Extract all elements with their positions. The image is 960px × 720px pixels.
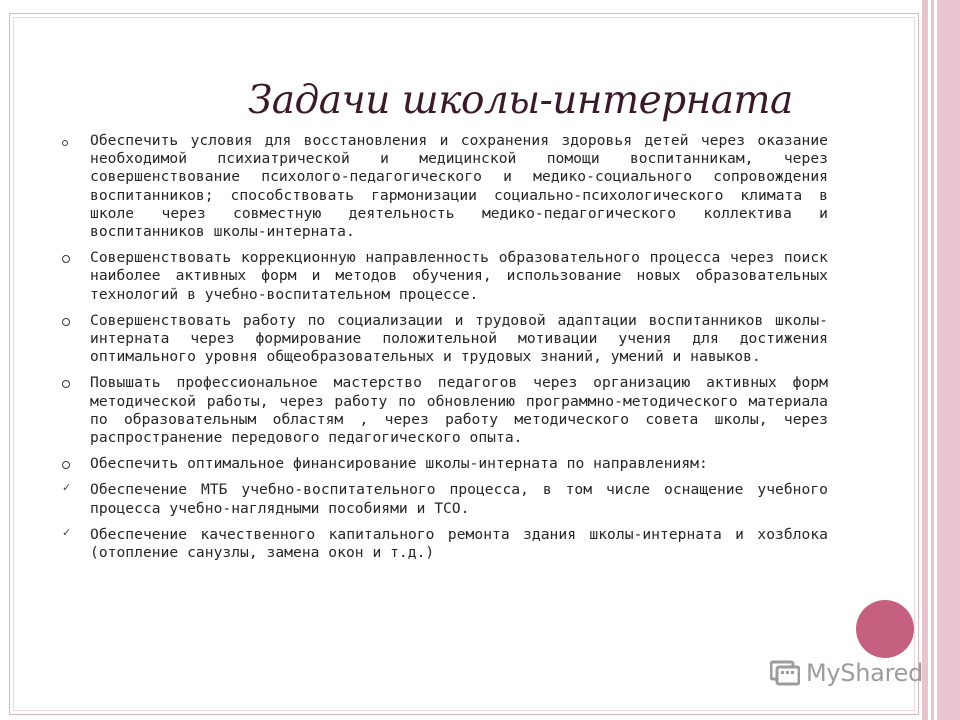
list-item-text: Повышать профессиональное мастерство педагогов через организацию активных форм методической работы, через работу по обновлению программно-методического материала по образовательным областям , через работу методического совета школы, через распространение передового педагогического опыта. <box>90 374 828 447</box>
checkmark-icon: ✓ <box>62 525 72 539</box>
decorative-stripe <box>922 0 928 720</box>
list-item-text: Обеспечить условия для восстановления и сохранения здоровья детей через оказание необходимой психиатрической и медицинской помощи воспитанникам, через совершенствование психолого-педагогического и медико-социального сопровождения воспитанников; способствовать гармонизации социально-психологического климата в школе через совместную деятельность медико-педагогического коллектива и воспитанников школы-интерната. <box>90 132 828 241</box>
list-item <box>62 481 828 517</box>
list-item-text: Совершенствовать коррекционную направленность образовательного процесса через поиск наиболее активных форм и методов обучения, использование новых образовательных технологий в учебно-воспитательном процессе. <box>90 249 828 303</box>
bullet-icon <box>62 140 68 146</box>
watermark-text: MyShared <box>806 659 924 687</box>
list-item-text: Обеспечение МТБ учебно-воспитательного процесса, в том числе оснащение учебного процесса учебно-наглядными пособиями и ТСО. <box>90 481 828 517</box>
bullet-icon <box>62 318 70 326</box>
checkmark-icon: ✓ <box>62 481 72 495</box>
slide-title: Задачи школы-интерната <box>248 78 793 123</box>
list-item-text: Совершенствовать работу по социализации и трудовой адаптации воспитанников школы-интерната через формирование положительной мотивации учения для достижения оптимального уровня общеобразовательных и трудовых знаний, умений и навыков. <box>90 311 828 366</box>
task-list <box>62 132 828 570</box>
list-item <box>62 455 828 473</box>
list-item <box>62 249 828 304</box>
watermark <box>770 656 923 690</box>
list-item-text: Обеспечить оптимальное финансирование школы-интерната по направлениям: <box>90 455 708 473</box>
bullet-icon <box>62 255 70 263</box>
list-item <box>62 312 828 367</box>
myshared-logo-icon <box>770 659 800 687</box>
list-item <box>62 374 828 447</box>
bullet-icon <box>62 380 70 388</box>
decorative-stripe <box>937 0 960 720</box>
bullet-icon <box>62 461 70 469</box>
list-item <box>62 526 828 562</box>
decorative-circle <box>856 600 914 658</box>
list-item <box>62 132 828 241</box>
list-item-text: Обеспечение качественного капитального ремонта здания школы-интерната и хозблока (отопление санузлы, замена окон и т.д.) <box>90 525 828 562</box>
decorative-stripe <box>931 0 934 720</box>
